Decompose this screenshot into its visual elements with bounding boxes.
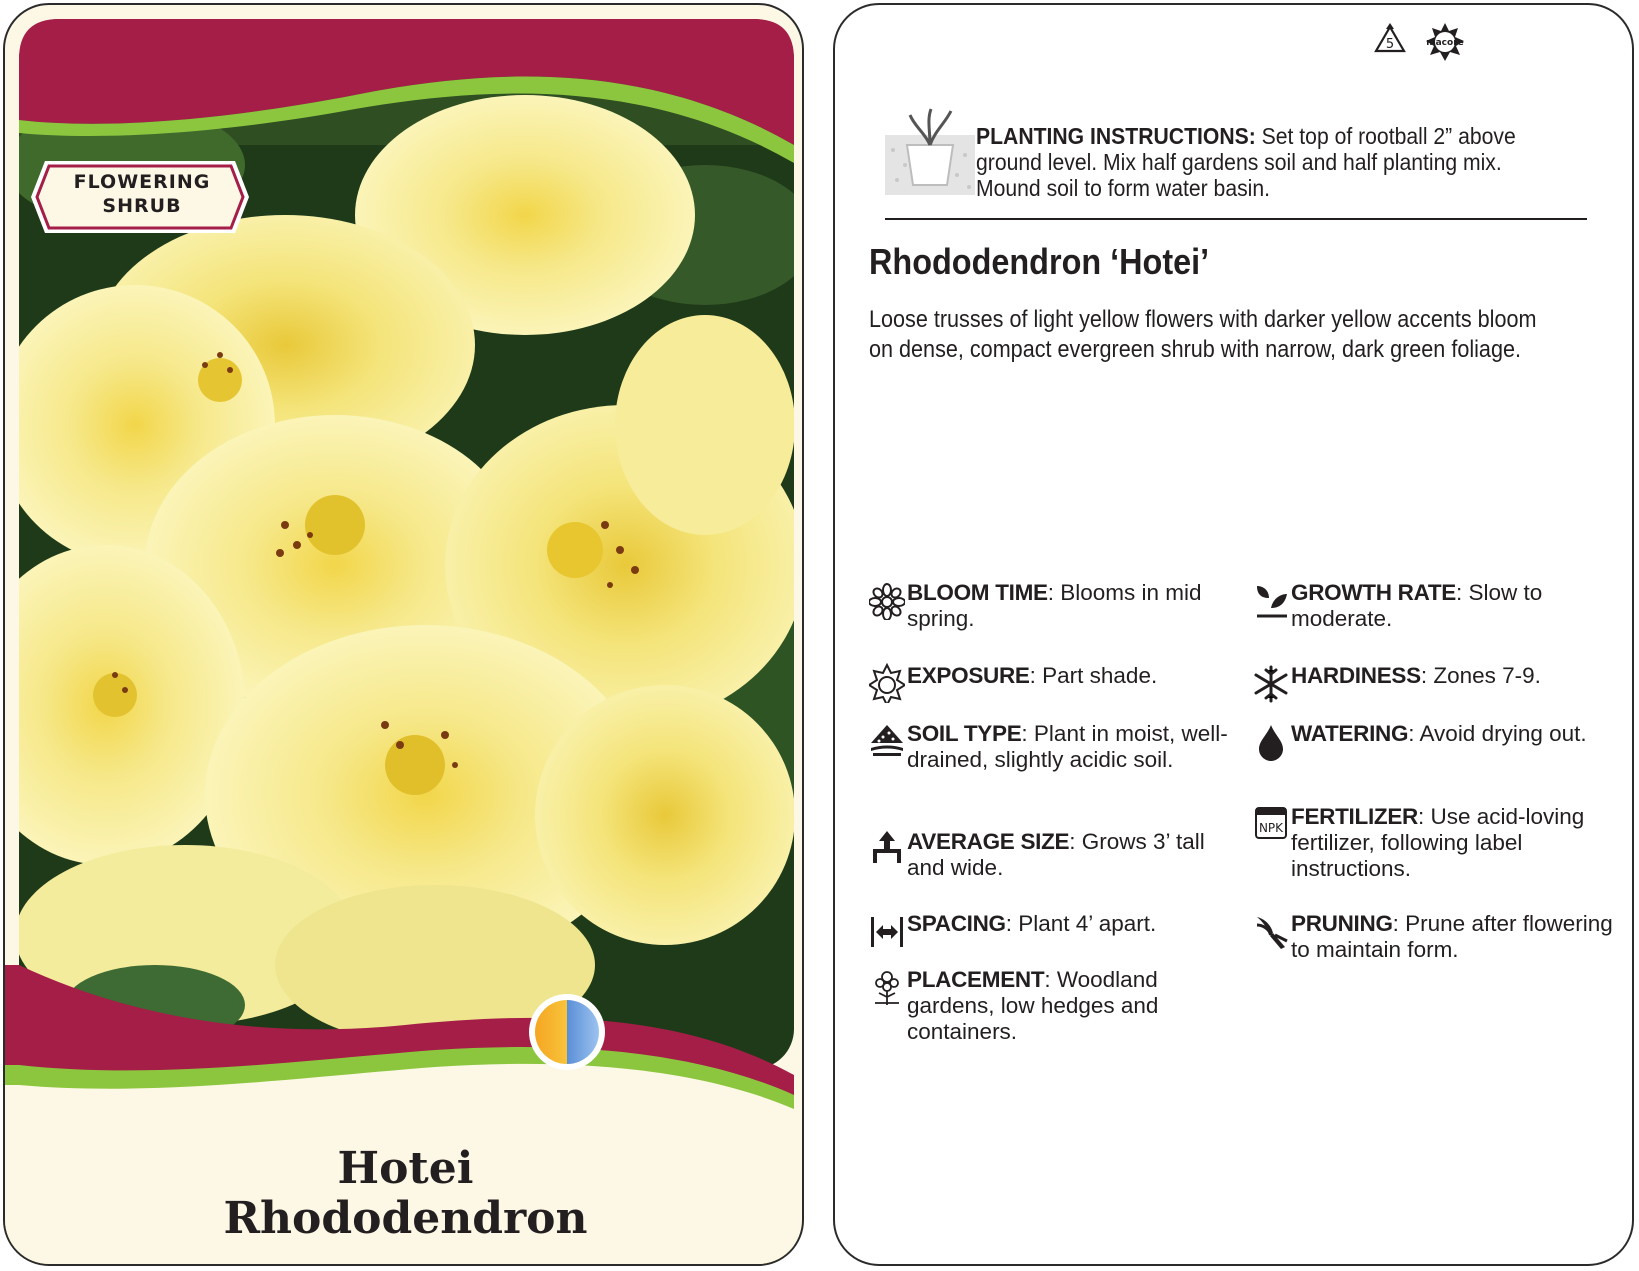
attr-text: : Use acid-loving fertilizer, following label instructions. [1291,804,1585,881]
pruners-icon [1253,911,1289,951]
recycle-5-icon [1376,23,1404,52]
attr-label: PLACEMENT [907,967,1045,992]
growth-icon [1253,580,1289,620]
attr-text: : Prune after flowering to maintain form. [1291,911,1613,962]
logos [1370,19,1480,69]
back-card [833,3,1634,1266]
spacing-icon [869,911,905,951]
attr-text: : Slow to moderate. [1291,580,1543,631]
attr-text: : Blooms in mid spring. [907,580,1202,631]
attr-text: : Grows 3’ tall and wide. [907,829,1205,880]
flower-icon [869,580,905,620]
snowflake-icon [1253,663,1289,703]
svg-text:5: 5 [1385,37,1395,52]
macore-logo [1426,23,1464,61]
attr-label: SPACING [907,911,1006,936]
attr-label: GROWTH RATE [1291,580,1457,605]
category-line-2: SHRUB [102,195,182,217]
attr-label: PRUNING [1291,911,1393,936]
botanical-name: Rhododendron ‘Hotei’ [869,241,1210,282]
planting-text: Set top of rootball 2” above ground level. Mix half gardens soil and half planting mix. Mound soil to form water basin. [976,123,1516,201]
planting-pot-icon [885,105,975,200]
water-drop-icon [1253,721,1289,761]
attr-text: : Plant 4’ apart. [1005,911,1157,936]
height-icon [869,829,905,869]
attr-label: HARDINESS [1291,663,1421,688]
attr-text: : Woodland gardens, low hedges and containers. [907,967,1159,1044]
part-shade-icon [529,994,605,1070]
front-card [3,3,804,1266]
divider [885,218,1587,220]
npk-icon [1253,804,1289,844]
attr-label: FERTILIZER [1291,804,1418,829]
attr-label: AVERAGE SIZE [907,829,1070,854]
attr-text: : Part shade. [1029,663,1158,688]
plant-description: Loose trusses of light yellow flowers with darker yellow accents bloom on dense, compact evergreen shrub with narrow, dark green foliage. [869,306,1537,363]
category-label [36,170,248,218]
planting-instructions [976,123,1537,201]
attr-text: : Zones 7-9. [1420,663,1541,688]
soil-icon [869,721,905,761]
svg-text:macore: macore [1426,38,1464,48]
common-name-line-2: Rhododendron [223,1193,588,1244]
attr-label: WATERING [1291,721,1409,746]
sun-icon [869,663,905,703]
attr-label: EXPOSURE [907,663,1030,688]
planting-label: PLANTING INSTRUCTIONS: [976,123,1256,149]
attr-text: : Plant in moist, well-drained, slightly acidic soil. [907,721,1228,772]
attr-text: : Avoid drying out. [1408,721,1587,746]
common-name-line-1: Hotei [337,1143,474,1194]
attr-label: SOIL TYPE [907,721,1022,746]
category-line-1: FLOWERING [73,171,211,193]
placement-icon [869,967,905,1007]
attr-label: BLOOM TIME [907,580,1048,605]
svg-text:NPK: NPK [1258,821,1284,835]
